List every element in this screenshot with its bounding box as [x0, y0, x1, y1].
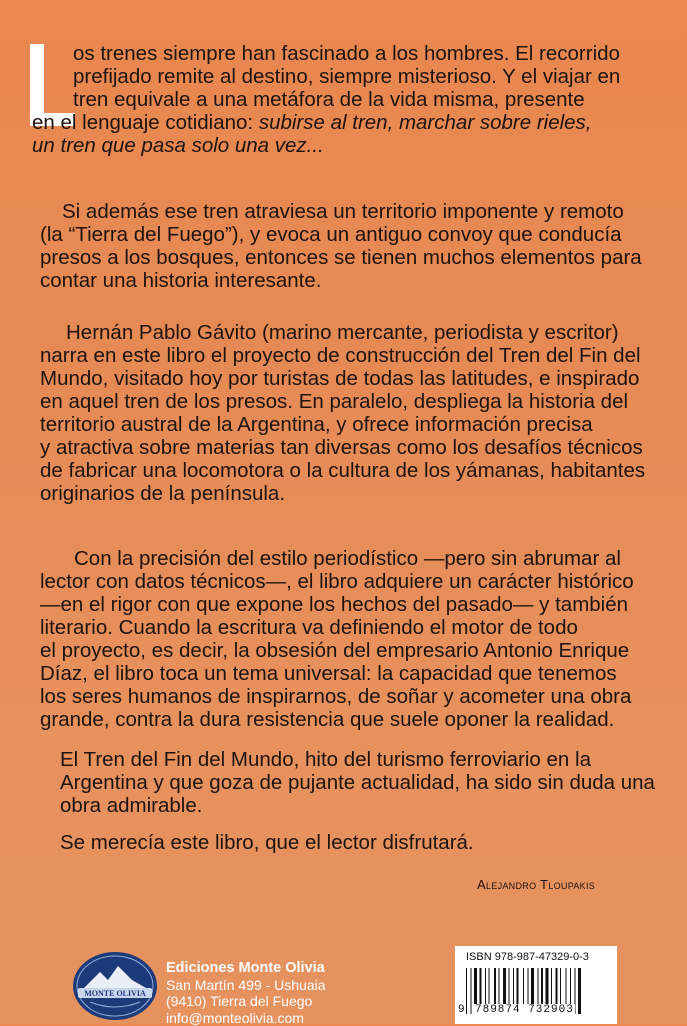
- barcode-prefix-digit: 9: [458, 1004, 465, 1016]
- paragraph-6: Se merecía este libro, que el lector disfrutará.: [60, 831, 474, 854]
- paragraph-2: Si además ese tren atraviesa un territorio imponente y remoto (la “Tierra del Fuego”), y evoca un antiguo convoy que conducía presos a los bosques, entonces se tienen muchos elementos para contar una historia interesante.: [40, 200, 642, 292]
- paragraph-1: os trenes siempre han fascinado a los hombres. El recorrido prefijado remite al destino, siempre misterioso. Y el viajar en tren equivale a una metáfora de la vida misma, presente en el lenguaje cotidiano: subirse al tren, marchar sobre rieles, un tren que pasa solo una vez...: [32, 42, 621, 157]
- author-signature: Alejandro Tloupakis: [477, 877, 596, 892]
- paragraph-3: Hernán Pablo Gávito (marino mercante, periodista y escritor) narra en este libro el proyecto de construcción del Tren del Fin del Mundo, visitado hoy por turistas de todas las latitudes, e inspirado en aquel tren de los presos. En paralelo, despliega la historia del territorio austral de la Argentina, y ofrece información precisa y atractiva sobre materias tan diversas como los desafíos técnicos de fabricar una locomotora o la cultura de los yámanas, habitantes originarios de la península.: [40, 321, 646, 505]
- paragraph-5: El Tren del Fin del Mundo, hito del turismo ferroviario en la Argentina y que goza de pujante actualidad, ha sido sin duda una obra admirable.: [60, 748, 655, 817]
- barcode-digits: 789874 732903: [475, 1004, 574, 1016]
- paragraph-4: Con la precisión del estilo periodístico —pero sin abrumar al lector con datos técnicos—, el libro adquiere un carácter histórico —en el rigor con que expone los hechos del pasado— y también literario. Cuando la escritura va definiendo el motor de todo el proyecto, es decir, la obsesión del empresario Antonio Enrique Díaz, el libro toca un tema universal: la capacidad que tenemos los seres humanos de inspirarnos, de soñar y acometer una obra grande, contra la dura resistencia que suele oponer la realidad.: [40, 547, 634, 731]
- publisher-info: Ediciones Monte Olivia San Martín 499 - Ushuaia (9410) Tierra del Fuego info@monteolivia.com: [166, 960, 326, 1026]
- isbn-label: ISBN 978-987-47329-0-3: [466, 951, 589, 963]
- publisher-logo: [70, 950, 160, 1022]
- svg-text:MONTE OLIVIA: MONTE OLIVIA: [84, 989, 146, 998]
